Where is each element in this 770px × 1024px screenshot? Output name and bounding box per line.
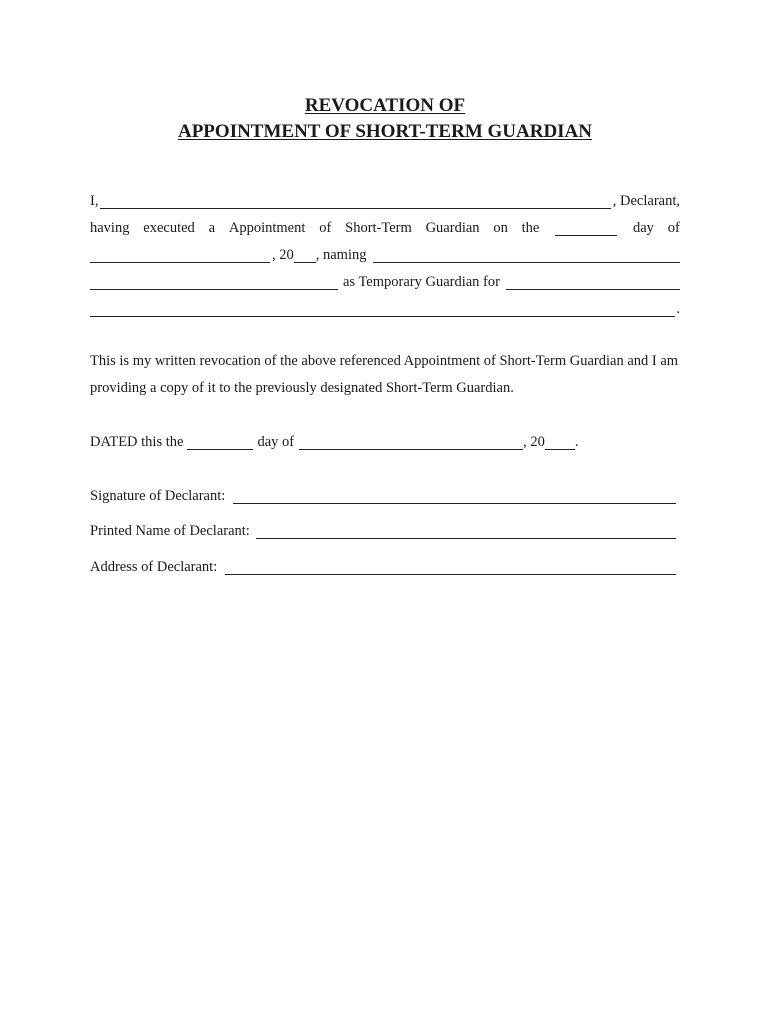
address-line (90, 560, 676, 575)
executed-month-field[interactable] (90, 249, 270, 263)
dated-period: . (574, 434, 579, 450)
executed-word: Guardian (425, 220, 480, 236)
temp-guardian-line (90, 275, 680, 290)
declarant-name-field[interactable] (100, 195, 610, 209)
ward-continuation-line (90, 302, 680, 317)
address-field[interactable] (225, 561, 676, 575)
executed-word: a (208, 220, 216, 236)
executed-word: executed (143, 220, 195, 236)
signature-field[interactable] (233, 490, 676, 504)
signature-line (90, 489, 676, 504)
executed-of-label: of (667, 220, 680, 236)
executed-day-field[interactable] (555, 222, 617, 236)
dated-month-field[interactable] (299, 436, 523, 450)
executed-word: of (319, 220, 332, 236)
ward-line-period: . (676, 301, 680, 317)
executed-word: the (521, 220, 540, 236)
naming-label: , naming (315, 247, 367, 263)
document-title-line-2: APPOINTMENT OF SHORT-TERM GUARDIAN (177, 121, 593, 142)
signature-label: Signature of Declarant: (90, 488, 226, 504)
executed-word: having (90, 220, 130, 236)
guardian-name-field[interactable] (373, 249, 681, 263)
executed-year-field[interactable] (294, 249, 316, 263)
declarant-suffix: , Declarant, (612, 193, 680, 209)
executed-line (90, 221, 680, 236)
document-title-line-1: REVOCATION OF (304, 95, 466, 116)
revocation-paragraph: This is my written revocation of the above referenced Appointment of Short-Term Guardian and I am providing a copy of it to the previously designated Short-Term Guardian. (90, 353, 679, 396)
executed-word: Short-Term (345, 220, 412, 236)
executed-word: Appointment (228, 220, 306, 236)
ward-name-field[interactable] (506, 276, 680, 290)
printed-name-label: Printed Name of Declarant: (90, 523, 250, 539)
executed-day-label: day (633, 220, 654, 236)
naming-line (90, 248, 680, 263)
declarant-line (90, 194, 680, 209)
dated-line (90, 435, 578, 450)
printed-name-line (90, 524, 676, 539)
dated-day-field[interactable] (187, 436, 253, 450)
printed-name-field[interactable] (256, 525, 676, 539)
dated-year-prefix: , 20 (523, 434, 545, 450)
guardian-name-field-continued[interactable] (90, 276, 338, 290)
executed-word: on (493, 220, 508, 236)
ward-name-field-continued[interactable] (90, 303, 675, 317)
executed-year-prefix: , 20 (272, 247, 294, 263)
dated-prefix: DATED this the (90, 434, 184, 450)
temp-guardian-label: as Temporary Guardian for (343, 274, 500, 290)
dated-year-field[interactable] (545, 436, 575, 450)
dated-day-of-label: day of (257, 434, 295, 450)
declarant-prefix: I, (90, 193, 99, 209)
address-label: Address of Declarant: (90, 559, 218, 575)
